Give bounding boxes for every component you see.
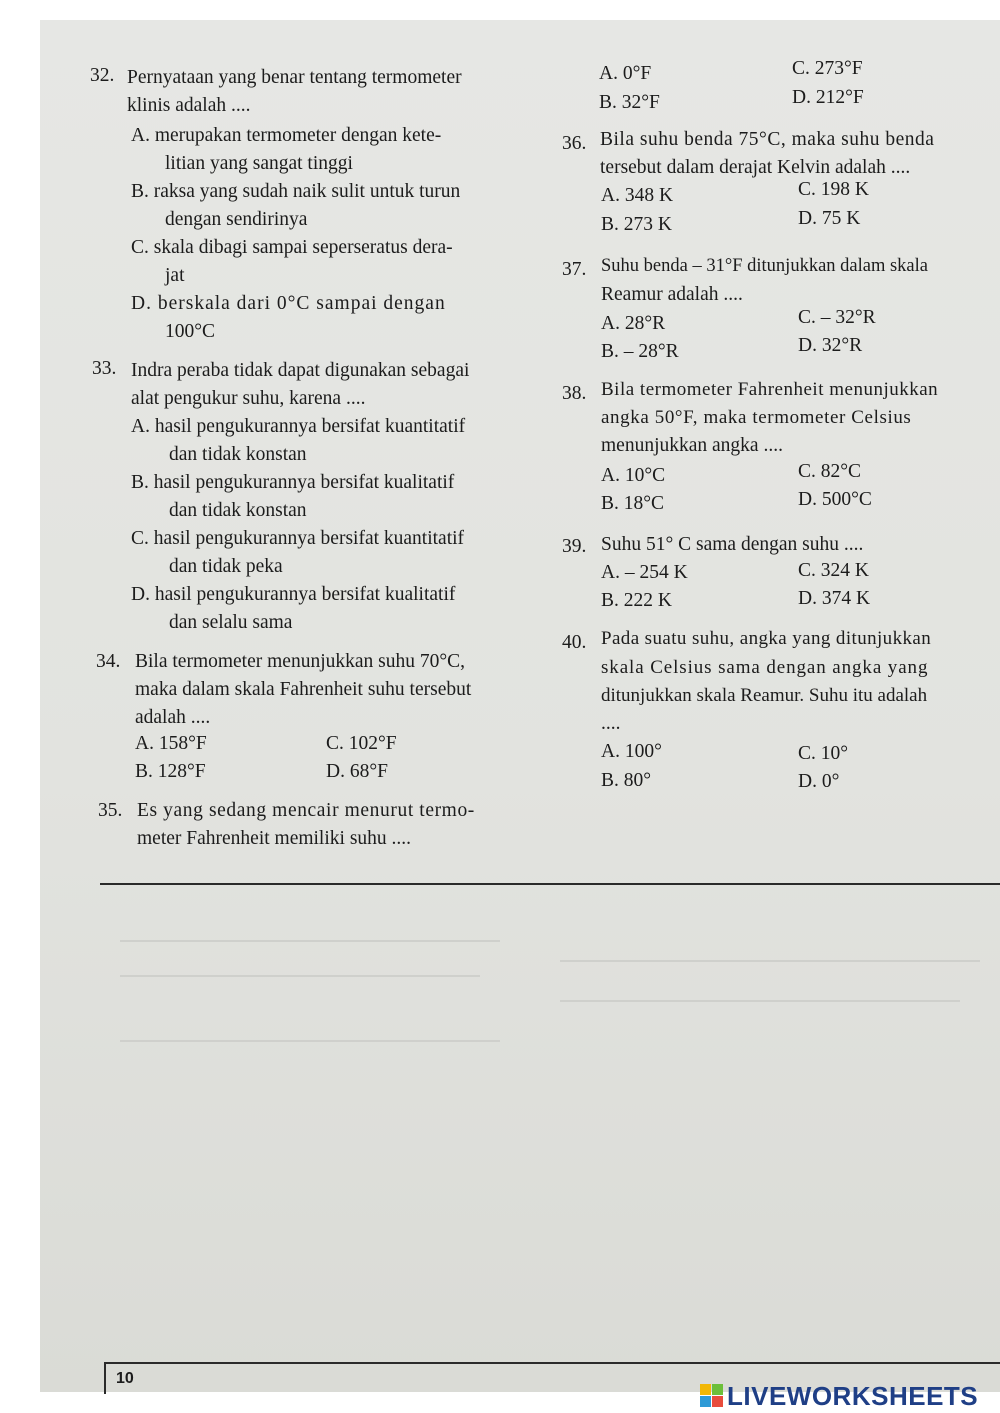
option-b[interactable]: B. 32°F bbox=[599, 92, 660, 113]
question-stem: maka dalam skala Fahrenheit suhu tersebut bbox=[135, 679, 472, 700]
question-number: 34. bbox=[96, 651, 121, 672]
question-stem: Indra peraba tidak dapat digunakan sebagai bbox=[131, 360, 470, 381]
option-d[interactable]: D. 212°F bbox=[792, 87, 864, 108]
option-a[interactable]: A. merupakan termometer dengan kete- bbox=[131, 125, 442, 146]
option-d[interactable]: D. hasil pengukurannya bersifat kualitatif bbox=[131, 584, 456, 605]
question-stem: skala Celsius sama dengan angka yang bbox=[601, 657, 929, 678]
section-divider bbox=[100, 883, 1000, 885]
question-number: 37. bbox=[562, 259, 587, 280]
question-stem: Suhu benda – 31°F ditunjukkan dalam skala bbox=[601, 256, 928, 276]
option-b[interactable]: B. 128°F bbox=[135, 761, 206, 782]
option-a[interactable]: A. 348 K bbox=[601, 185, 674, 206]
page-number: 10 bbox=[116, 1370, 134, 1387]
option-c[interactable]: C. 198 K bbox=[798, 179, 869, 200]
question-stem: meter Fahrenheit memiliki suhu .... bbox=[137, 828, 412, 849]
option-c[interactable]: C. 273°F bbox=[792, 58, 863, 79]
option-b[interactable]: B. 80° bbox=[601, 770, 652, 791]
option-a-continued: litian yang sangat tinggi bbox=[165, 153, 353, 174]
question-stem: tersebut dalam derajat Kelvin adalah .... bbox=[600, 157, 911, 178]
option-a[interactable]: A. 0°F bbox=[599, 63, 652, 84]
option-b[interactable]: B. hasil pengukurannya bersifat kualitatif bbox=[131, 472, 455, 493]
option-b-continued: dengan sendirinya bbox=[165, 209, 308, 230]
question-stem: Bila suhu benda 75°C, maka suhu benda bbox=[600, 129, 935, 150]
option-c[interactable]: C. skala dibagi sampai seperseratus dera- bbox=[131, 237, 453, 258]
bleed-through-line bbox=[120, 975, 480, 977]
question-stem: ditunjukkan skala Reamur. Suhu itu adalah bbox=[601, 685, 928, 706]
question-number: 38. bbox=[562, 383, 587, 404]
bleed-through-line bbox=[120, 940, 500, 942]
option-c[interactable]: C. hasil pengukurannya bersifat kuantitatif bbox=[131, 528, 465, 549]
option-b[interactable]: B. 18°C bbox=[601, 493, 665, 514]
option-a[interactable]: A. 28°R bbox=[601, 313, 666, 334]
question-number: 36. bbox=[562, 133, 587, 154]
question-number: 35. bbox=[98, 800, 123, 821]
option-d[interactable]: D. 75 K bbox=[798, 208, 861, 229]
option-b[interactable]: B. raksa yang sudah naik sulit untuk turun bbox=[131, 181, 461, 202]
option-d[interactable]: D. 374 K bbox=[798, 588, 871, 609]
question-number: 33. bbox=[92, 358, 117, 379]
bleed-through-line bbox=[560, 1000, 960, 1002]
option-c[interactable]: C. 10° bbox=[798, 743, 849, 764]
question-stem: Suhu 51° C sama dengan suhu .... bbox=[601, 534, 864, 555]
question-stem: adalah .... bbox=[135, 707, 211, 728]
question-number: 40. bbox=[562, 632, 587, 653]
option-d[interactable]: D. 500°C bbox=[798, 489, 872, 510]
question-stem: Reamur adalah .... bbox=[601, 284, 743, 305]
question-stem: klinis adalah .... bbox=[127, 95, 251, 116]
question-stem: .... bbox=[601, 713, 621, 734]
option-d[interactable]: D. 0° bbox=[798, 771, 840, 792]
option-d[interactable]: D. 32°R bbox=[798, 335, 863, 356]
question-stem: Pada suatu suhu, angka yang ditunjukkan bbox=[601, 628, 932, 649]
option-c-continued: dan tidak peka bbox=[169, 556, 283, 577]
question-stem: Es yang sedang mencair menurut termo- bbox=[137, 800, 475, 821]
question-stem: alat pengukur suhu, karena .... bbox=[131, 388, 366, 409]
option-c[interactable]: C. 324 K bbox=[798, 560, 869, 581]
option-a-continued: dan tidak konstan bbox=[169, 444, 307, 465]
liveworksheets-logo-icon bbox=[700, 1384, 724, 1408]
option-d[interactable]: D. berskala dari 0°C sampai dengan bbox=[131, 293, 446, 314]
question-stem: Bila termometer menunjukkan suhu 70°C, bbox=[135, 651, 466, 672]
option-b-continued: dan tidak konstan bbox=[169, 500, 307, 521]
option-a[interactable]: A. 100° bbox=[601, 741, 662, 762]
option-a[interactable]: A. hasil pengukurannya bersifat kuantitatif bbox=[131, 416, 466, 437]
option-a[interactable]: A. – 254 K bbox=[601, 562, 688, 583]
option-c[interactable]: C. 82°C bbox=[798, 461, 862, 482]
question-stem: Pernyataan yang benar tentang termometer bbox=[127, 67, 462, 88]
question-number: 32. bbox=[90, 65, 115, 86]
question-stem: Bila termometer Fahrenheit menunjukkan bbox=[601, 379, 939, 400]
option-b[interactable]: B. – 28°R bbox=[601, 341, 679, 362]
option-a[interactable]: A. 158°F bbox=[135, 733, 207, 754]
bleed-through-line bbox=[560, 960, 980, 962]
option-a[interactable]: A. 10°C bbox=[601, 465, 666, 486]
bleed-through-line bbox=[120, 1040, 500, 1042]
option-b[interactable]: B. 273 K bbox=[601, 214, 672, 235]
option-d-continued: 100°C bbox=[165, 321, 216, 342]
question-stem: angka 50°F, maka termometer Celsius bbox=[601, 407, 912, 428]
option-c-continued: jat bbox=[165, 265, 185, 286]
question-number: 39. bbox=[562, 536, 587, 557]
option-b[interactable]: B. 222 K bbox=[601, 590, 672, 611]
option-c[interactable]: C. 102°F bbox=[326, 733, 397, 754]
option-d[interactable]: D. 68°F bbox=[326, 761, 388, 782]
option-d-continued: dan selalu sama bbox=[169, 612, 293, 633]
option-c[interactable]: C. – 32°R bbox=[798, 307, 876, 328]
question-stem: menunjukkan angka .... bbox=[601, 435, 783, 456]
watermark-logo: LIVEWORKSHEETS bbox=[727, 1381, 979, 1411]
